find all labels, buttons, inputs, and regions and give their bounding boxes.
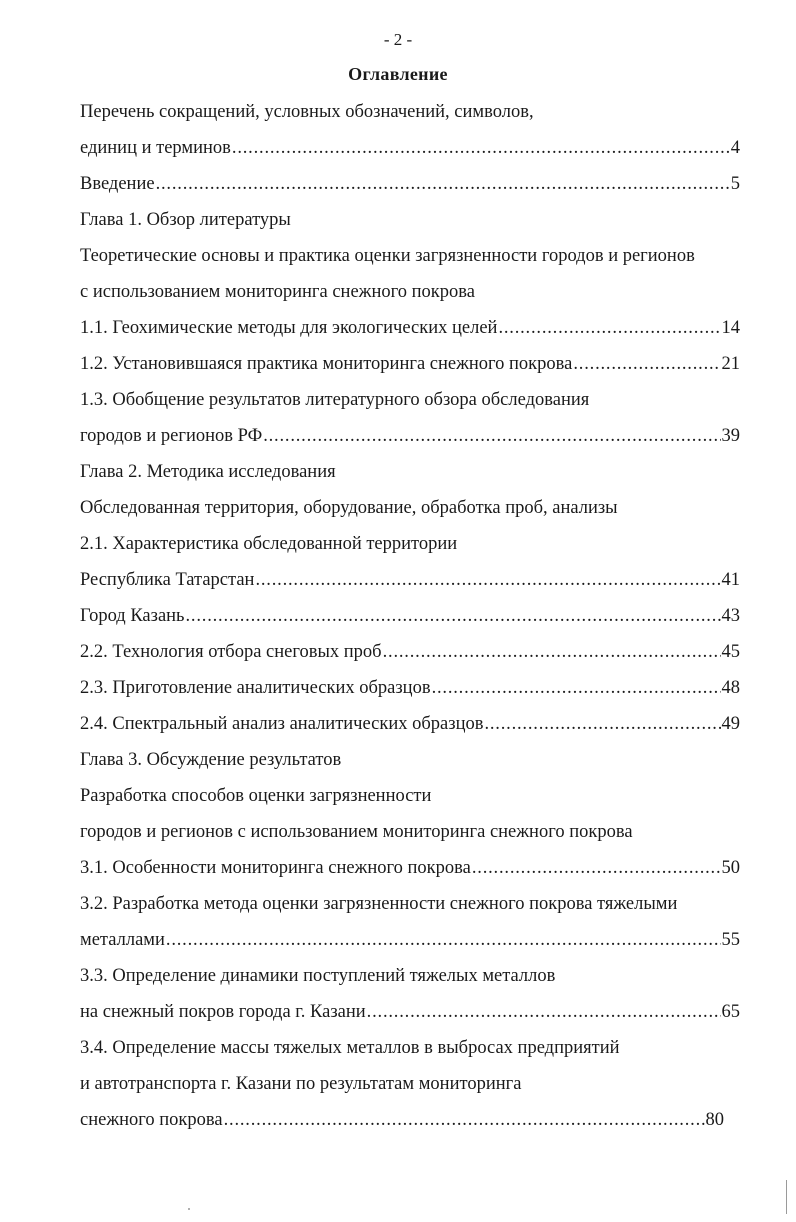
dot-leader (186, 602, 721, 630)
toc-entry-text: 2.3. Приготовление аналитических образцов (80, 678, 431, 698)
toc-entry (80, 134, 740, 162)
toc-entry (80, 566, 740, 594)
dot-leader (484, 710, 720, 738)
toc-heading-line (80, 746, 341, 774)
toc-entry-text: Глава 1. Обзор литературы (80, 210, 291, 230)
toc-entry-text: 2.1. Характеристика обследованной территории (80, 534, 458, 554)
dot-leader (383, 638, 721, 666)
toc-page-number: 45 (721, 642, 740, 662)
toc-heading-line (80, 1034, 620, 1062)
dot-leader (166, 926, 721, 954)
toc-entry (80, 170, 740, 198)
toc-page-number: 49 (721, 714, 740, 734)
toc-entry (80, 674, 740, 702)
toc-entry-text: Город Казань (80, 606, 185, 626)
toc-page-number: 43 (721, 606, 740, 626)
toc-heading-line (80, 962, 555, 990)
toc-heading-line (80, 530, 457, 558)
toc-entry-text: 2.4. Спектральный анализ аналитических образцов (80, 714, 484, 734)
toc-entry (80, 314, 740, 342)
toc-page-number: 50 (721, 858, 740, 878)
dot-leader (232, 134, 730, 162)
toc-page-number: 80 (705, 1110, 724, 1130)
toc-entry-text: 3.2. Разработка метода оценки загрязненности снежного покрова тяжелыми (80, 894, 678, 914)
toc-page-number: 48 (721, 678, 740, 698)
dot-leader (263, 422, 720, 450)
toc-entry-text: городов и регионов РФ (80, 426, 263, 446)
dot-leader (432, 674, 721, 702)
toc-heading-line (80, 98, 534, 126)
toc-entry (80, 1106, 724, 1134)
toc-page-number: 65 (721, 1002, 740, 1022)
toc-heading-line (80, 818, 633, 846)
toc-entry-text: 1.1. Геохимические методы для экологических целей (80, 318, 498, 338)
toc-entry-text: 1.3. Обобщение результатов литературного обзора обследования (80, 390, 590, 410)
toc-page-number: 41 (721, 570, 740, 590)
toc-page-number: 14 (721, 318, 740, 338)
toc-page-number: 5 (730, 174, 740, 194)
toc-entry-text: металлами (80, 930, 165, 950)
toc-entry-text: Глава 2. Методика исследования (80, 462, 336, 482)
toc-entry-text: 1.2. Установившаяся практика мониторинга снежного покрова (80, 354, 573, 374)
toc-heading-line (80, 206, 291, 234)
toc-entry (80, 350, 740, 378)
toc-entry-text: Республика Татарстан (80, 570, 255, 590)
toc-title: Оглавление (348, 64, 448, 84)
toc-entry-text: Введение (80, 174, 155, 194)
dot-leader (367, 998, 721, 1026)
scan-edge-mark (786, 1180, 787, 1214)
dot-leader (255, 566, 720, 594)
toc-entry (80, 422, 740, 450)
toc-heading-line (80, 242, 695, 270)
toc-entry (80, 926, 740, 954)
toc-entry-text: 3.4. Определение массы тяжелых металлов в выбросах предприятий (80, 1038, 620, 1058)
toc-entry-text: 3.1. Особенности мониторинга снежного покрова (80, 858, 471, 878)
dot-leader (498, 314, 720, 342)
toc-entry-text: Обследованная территория, оборудование, обработка проб, анализы (80, 498, 618, 518)
toc-entry (80, 998, 740, 1026)
dot-leader (472, 854, 721, 882)
toc-entry-text: и автотранспорта г. Казани по результатам мониторинга (80, 1074, 522, 1094)
toc-heading-line (80, 458, 336, 486)
dot-leader (156, 170, 730, 198)
toc-entry (80, 710, 740, 738)
toc-entry-text: единиц и терминов (80, 138, 231, 158)
dot-leader (573, 350, 720, 378)
toc-entry-text: Глава 3. Обсуждение результатов (80, 750, 342, 770)
toc-entry-text: на снежный покров города г. Казани (80, 1002, 366, 1022)
toc-heading-line (80, 386, 589, 414)
toc-heading-line (80, 494, 618, 522)
toc-entry-text: 2.2. Технология отбора снеговых проб (80, 642, 382, 662)
toc-page-number: 4 (730, 138, 740, 158)
toc-heading-line (80, 890, 677, 918)
toc-entry-text: с использованием мониторинга снежного покрова (80, 282, 475, 302)
page-number: - 2 - (383, 30, 413, 49)
toc-entry-text: Разработка способов оценки загрязненности (80, 786, 432, 806)
scan-speck (188, 1208, 190, 1210)
toc-entry (80, 602, 740, 630)
toc-entry-text: Теоретические основы и практика оценки загрязненности городов и регионов (80, 246, 695, 266)
toc-entry (80, 854, 740, 882)
toc-page-number: 39 (721, 426, 740, 446)
toc-entry-text: 3.3. Определение динамики поступлений тяжелых металлов (80, 966, 556, 986)
toc-heading-line (80, 1070, 521, 1098)
toc-entry-text: Перечень сокращений, условных обозначений, символов, (80, 102, 534, 122)
toc-entry-text: городов и регионов с использованием мониторинга снежного покрова (80, 822, 633, 842)
toc-page-number: 21 (721, 354, 740, 374)
toc-entry-text: снежного покрова (80, 1110, 223, 1130)
dot-leader (224, 1106, 705, 1134)
toc-page-number: 55 (721, 930, 740, 950)
toc-entry (80, 638, 740, 666)
toc-heading-line (80, 278, 475, 306)
toc-heading-line (80, 782, 431, 810)
